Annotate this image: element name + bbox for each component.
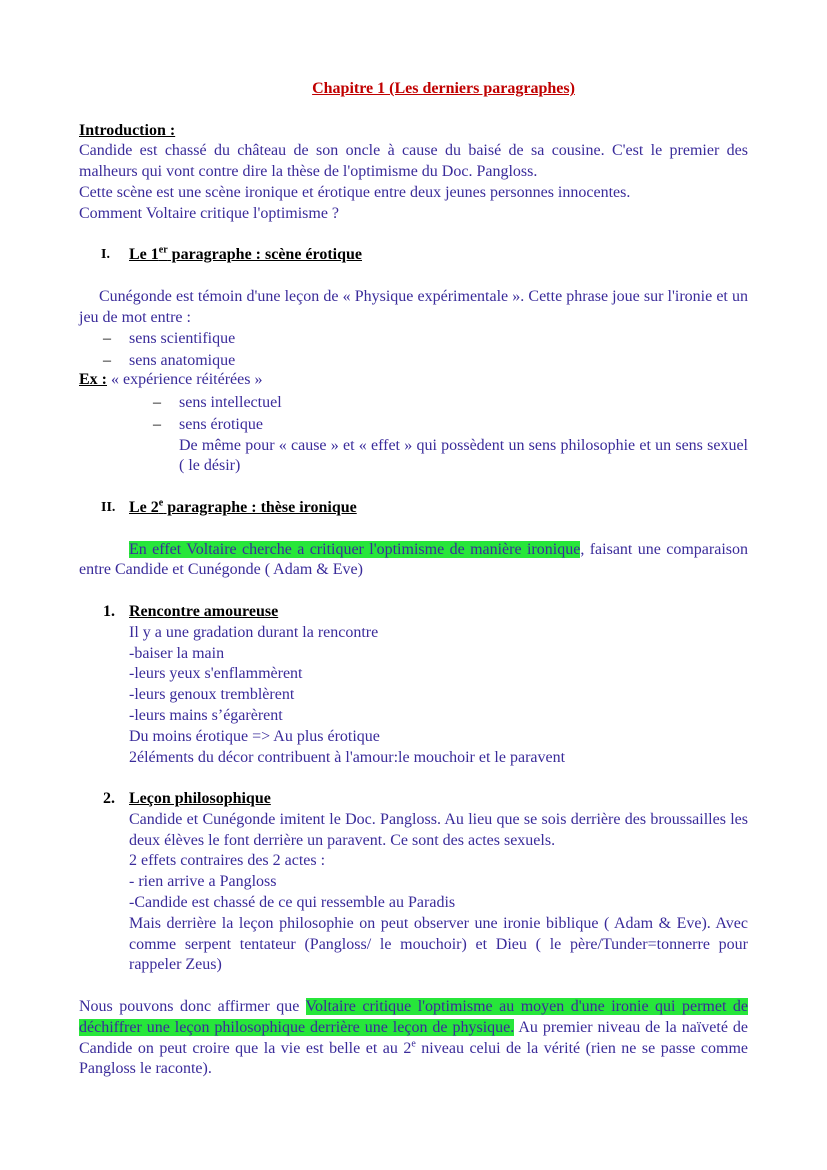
part-1-line: Du moins érotique => Au plus érotique: [129, 727, 380, 745]
section-1-heading: I. Le 1er paragraphe : scène érotique: [79, 245, 748, 266]
intro-paragraph-2: Cette scène est une scène ironique et érotique entre deux jeunes personnes innocentes.: [79, 183, 631, 201]
section-2-paragraph: En effet Voltaire cherche a critiquer l'optimisme de manière ironique, faisant une comparaison entre Candide et Cunégonde ( Adam & Eve): [79, 540, 749, 579]
list-item: – sens scientifique: [103, 329, 236, 347]
section-2-heading: II. Le 2e paragraphe : thèse ironique: [79, 498, 748, 519]
part-2-line: -Candide est chassé de ce qui ressemble au Paradis: [129, 894, 456, 912]
intro-paragraph-1: Candide est chassé du château de son oncle à cause du baisé de sa cousine. C'est le premier des malheurs qui vont contre dire la thèse de l'optimisme du Doc. Pangloss.: [79, 142, 748, 181]
section-1-sub-paragraph: De même pour « cause » et « effet » qui possèdent un sens philosophie et un sens sexuel ( le désir): [179, 436, 748, 475]
example-line: Ex : « expérience réitérées »: [79, 371, 263, 389]
list-item: – sens anatomique: [103, 352, 236, 370]
list-item: – sens intellectuel: [153, 393, 282, 411]
part-1-heading: 1. Rencontre amoureuse: [103, 602, 279, 620]
part-2-heading: 2. Leçon philosophique: [103, 790, 271, 808]
part-1-line: Il y a une gradation durant la rencontre: [129, 623, 379, 641]
part-2-paragraph-1: Candide et Cunégonde imitent le Doc. Pangloss. Au lieu que se sois derrière des broussailles les deux élèves le font derrière un paravent. Ce sont des actes sexuels.: [129, 810, 748, 849]
intro-heading: Introduction :: [79, 121, 176, 139]
part-1-line: -leurs yeux s'enflammèrent: [129, 665, 303, 683]
example-label: Ex :: [79, 371, 107, 389]
highlighted-text: Voltaire critique l'optimisme au moyen d'une ironie qui permet de déchiffrer une leçon philosophique derrière une leçon de physique.: [79, 998, 748, 1036]
part-1-line: 2éléments du décor contribuent à l'amour:le mouchoir et le paravent: [129, 748, 566, 766]
list-item: – sens érotique: [153, 415, 263, 433]
part-2-line: - rien arrive a Pangloss: [129, 873, 277, 891]
part-2-paragraph-2: Mais derrière la leçon philosophie on peut observer une ironie biblique ( Adam & Eve). Avec comme serpent tentateur (Pangloss/ le mouchoir) et Dieu ( le père/Tunder=tonnerre pour rappeler Zeus): [129, 914, 748, 974]
conclusion-paragraph: Nous pouvons donc affirmer que Voltaire critique l'optimisme au moyen d'une ironie qui permet de déchiffrer une leçon philosophique derrière une leçon de physique. Au premier niveau de la naïveté de Candide on peut croire que la vie est belle et au 2e niveau celui de la vérité (rien ne se passe comme Pangloss le raconte).: [79, 998, 749, 1078]
highlighted-text: En effet Voltaire cherche a critiquer l'optimisme de manière ironique: [129, 540, 581, 558]
part-1-line: -baiser la main: [129, 644, 225, 662]
document-title: Chapitre 1 (Les derniers paragraphes): [312, 80, 575, 97]
section-2-number: II.: [101, 499, 116, 515]
section-1-number: I.: [101, 247, 110, 263]
part-1-line: -leurs genoux tremblèrent: [129, 686, 295, 704]
intro-paragraph-3: Comment Voltaire critique l'optimisme ?: [79, 204, 340, 222]
document-page: [79, 79, 748, 1080]
section-1-paragraph: Cunégonde est témoin d'une leçon de « Physique expérimentale ». Cette phrase joue sur l'ironie et un jeu de mot entre :: [79, 287, 748, 326]
part-1-line: -leurs mains s’égarèrent: [129, 706, 283, 724]
part-2-line: 2 effets contraires des 2 actes :: [129, 852, 326, 870]
